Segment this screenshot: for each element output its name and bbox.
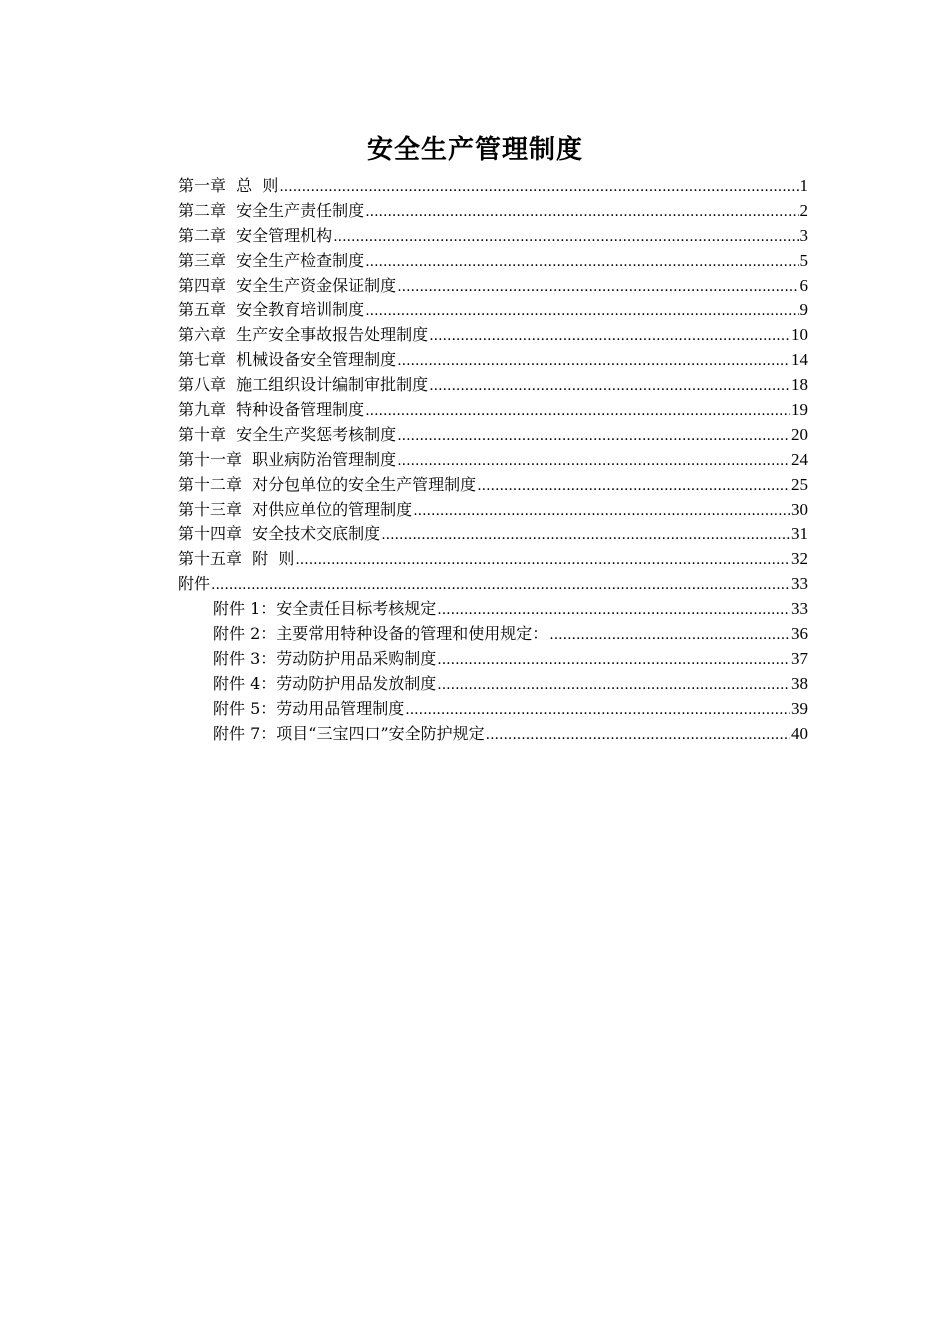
toc-leader-dots bbox=[397, 424, 790, 448]
toc-leader-dots bbox=[279, 175, 798, 199]
toc-entry[interactable] bbox=[178, 398, 808, 423]
toc-entry[interactable] bbox=[178, 572, 808, 597]
toc-entry-label: 第十四章 安全技术交底制度 bbox=[178, 524, 381, 544]
toc-entry-page: 1 bbox=[799, 176, 808, 195]
toc-entry-label: 第九章 特种设备管理制度 bbox=[178, 400, 365, 420]
toc-entry[interactable] bbox=[178, 448, 808, 473]
toc-entry[interactable] bbox=[178, 373, 808, 398]
toc-entry-label: 第三章 安全生产检查制度 bbox=[178, 250, 365, 270]
toc-entry-label: 附件 5：劳动用品管理制度 bbox=[213, 698, 405, 718]
toc-entry[interactable] bbox=[178, 348, 808, 373]
toc-entry-page: 38 bbox=[791, 673, 808, 693]
toc-entry-page: 37 bbox=[791, 648, 808, 668]
toc-leader-dots bbox=[397, 349, 790, 373]
toc-entry-label: 第十五章 附 则 bbox=[178, 549, 295, 569]
toc-appendix-entry[interactable] bbox=[178, 722, 808, 747]
toc-entry-page: 18 bbox=[791, 375, 808, 395]
toc-entry[interactable] bbox=[178, 174, 808, 199]
toc-entry-page: 9 bbox=[799, 300, 808, 320]
toc-entry-page: 32 bbox=[791, 549, 808, 569]
toc-appendix-entry[interactable] bbox=[178, 622, 808, 647]
toc-leader-dots bbox=[295, 548, 790, 572]
toc-leader-dots bbox=[429, 374, 790, 398]
toc-entry-page: 36 bbox=[791, 624, 808, 644]
toc-leader-dots bbox=[397, 275, 798, 299]
toc-leader-dots bbox=[437, 673, 790, 697]
toc-leader-dots bbox=[477, 474, 790, 498]
toc-entry-page: 33 bbox=[791, 599, 808, 619]
toc-leader-dots bbox=[365, 200, 798, 224]
toc-entry-page: 3 bbox=[799, 225, 808, 245]
toc-entry-page: 14 bbox=[791, 350, 808, 370]
toc-leader-dots bbox=[486, 723, 790, 747]
toc-entry-page: 33 bbox=[791, 574, 808, 594]
toc-entry[interactable] bbox=[178, 249, 808, 274]
toc-entry-page: 19 bbox=[791, 400, 808, 420]
document-title: 安全生产管理制度 bbox=[366, 135, 583, 165]
toc-entry-label: 附件 7：项目“三宝四口”安全防护规定 bbox=[213, 723, 485, 743]
toc-leader-dots bbox=[405, 698, 790, 722]
toc-appendix-entry[interactable] bbox=[178, 647, 808, 672]
toc-entry[interactable] bbox=[178, 224, 808, 249]
toc-entry-label: 第一章 总 则 bbox=[178, 176, 279, 195]
toc-leader-dots bbox=[365, 299, 798, 323]
toc-leader-dots bbox=[333, 225, 798, 249]
toc-entry[interactable] bbox=[178, 423, 808, 448]
toc-appendix-entry[interactable] bbox=[178, 597, 808, 622]
toc-entry-label: 第十章 安全生产奖惩考核制度 bbox=[178, 424, 397, 444]
toc-leader-dots bbox=[429, 324, 790, 348]
toc-leader-dots bbox=[365, 399, 790, 423]
toc-entry-page: 39 bbox=[791, 698, 808, 718]
toc-entry-page: 20 bbox=[791, 424, 808, 444]
toc-entry-label: 第二章 安全管理机构 bbox=[178, 225, 333, 245]
table-of-contents bbox=[178, 174, 808, 746]
toc-entry-label: 第十三章 对供应单位的管理制度 bbox=[178, 499, 413, 519]
toc-entry-page: 25 bbox=[791, 474, 808, 494]
toc-leader-dots bbox=[365, 250, 798, 274]
toc-entry[interactable] bbox=[178, 498, 808, 523]
toc-appendix-entry[interactable] bbox=[178, 672, 808, 697]
toc-leader-dots bbox=[381, 523, 790, 547]
toc-leader-dots bbox=[437, 598, 790, 622]
toc-entry-label: 第二章 安全生产责任制度 bbox=[178, 200, 365, 220]
toc-entry[interactable] bbox=[178, 473, 808, 498]
toc-leader-dots bbox=[549, 623, 790, 647]
toc-entry-page: 2 bbox=[799, 200, 808, 220]
toc-entry-label: 第十二章 对分包单位的安全生产管理制度 bbox=[178, 474, 477, 494]
toc-entry-label: 第六章 生产安全事故报告处理制度 bbox=[178, 325, 429, 345]
toc-leader-dots bbox=[211, 573, 790, 597]
toc-entry-label: 第七章 机械设备安全管理制度 bbox=[178, 350, 397, 370]
toc-entry-label: 第五章 安全教育培训制度 bbox=[178, 300, 365, 320]
toc-entry-page: 40 bbox=[791, 723, 808, 743]
toc-leader-dots bbox=[397, 449, 790, 473]
toc-entry-label: 附件 bbox=[178, 574, 211, 594]
toc-entry-page: 30 bbox=[791, 499, 808, 519]
toc-entry-page: 5 bbox=[799, 250, 808, 270]
toc-entry-label: 附件 2：主要常用特种设备的管理和使用规定： bbox=[213, 624, 549, 644]
toc-entry-label: 附件 3：劳动防护用品采购制度 bbox=[213, 648, 437, 668]
toc-entry[interactable] bbox=[178, 298, 808, 323]
toc-entry-page: 10 bbox=[791, 325, 808, 345]
toc-entry[interactable] bbox=[178, 274, 808, 299]
toc-entry[interactable] bbox=[178, 522, 808, 547]
toc-entry-label: 第八章 施工组织设计编制审批制度 bbox=[178, 375, 429, 395]
toc-entry-page: 24 bbox=[791, 449, 808, 469]
toc-entry-page: 6 bbox=[799, 275, 808, 295]
toc-appendix-entry[interactable] bbox=[178, 697, 808, 722]
toc-leader-dots bbox=[413, 499, 790, 523]
toc-entry[interactable] bbox=[178, 323, 808, 348]
toc-entry[interactable] bbox=[178, 547, 808, 572]
toc-entry-label: 附件 1：安全责任目标考核规定 bbox=[213, 599, 437, 619]
toc-entry[interactable] bbox=[178, 199, 808, 224]
toc-entry-page: 31 bbox=[791, 524, 808, 544]
toc-entry-label: 第十一章 职业病防治管理制度 bbox=[178, 449, 397, 469]
toc-entry-label: 附件 4：劳动防护用品发放制度 bbox=[213, 673, 437, 693]
toc-entry-label: 第四章 安全生产资金保证制度 bbox=[178, 275, 397, 295]
toc-leader-dots bbox=[437, 648, 790, 672]
